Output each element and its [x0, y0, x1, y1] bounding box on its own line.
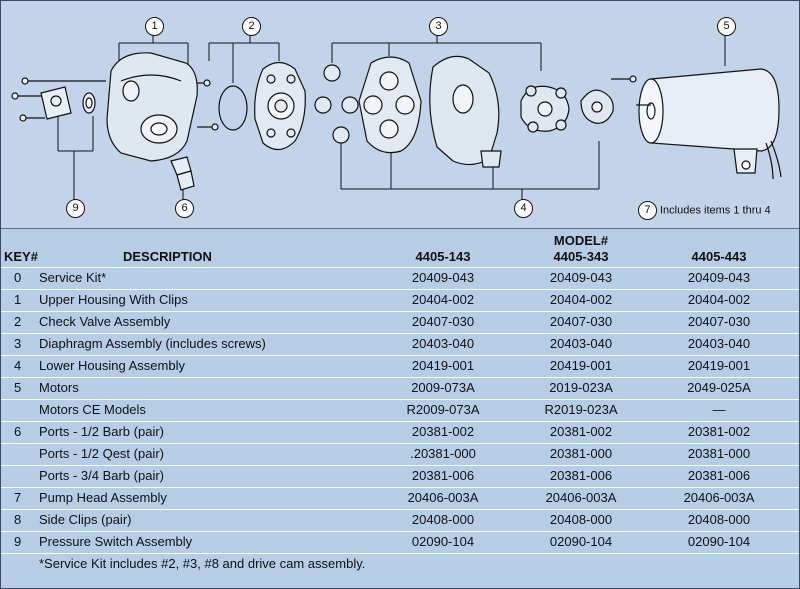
row-divider — [1, 377, 799, 378]
row-divider — [1, 311, 799, 312]
row-description: Pressure Switch Assembly — [39, 534, 193, 549]
row-description: Ports - 1/2 Barb (pair) — [39, 424, 164, 439]
callout-1: 1 — [145, 17, 164, 36]
row-part-model-1: 20381-002 — [411, 424, 475, 439]
row-part-model-2: R2019-023A — [544, 402, 618, 417]
row-part-model-1: 20406-003A — [407, 490, 479, 505]
table-row — [1, 358, 799, 376]
row-part-model-1: 20403-040 — [411, 336, 475, 351]
row-part-model-2: 20381-000 — [549, 446, 613, 461]
table-row — [1, 468, 799, 486]
row-part-model-1: 20419-001 — [411, 358, 475, 373]
footnote-row — [1, 556, 799, 574]
row-divider — [1, 553, 799, 554]
row-part-model-3: 20407-030 — [687, 314, 751, 329]
table-row — [1, 314, 799, 332]
row-key: 3 — [14, 336, 22, 351]
model-header-row — [1, 233, 799, 249]
row-key: 9 — [14, 534, 22, 549]
exploded-view-drawing — [1, 1, 799, 228]
column-header-row — [1, 249, 799, 267]
row-part-model-2: 20408-000 — [549, 512, 613, 527]
row-key: 7 — [14, 490, 22, 505]
row-key: 6 — [14, 424, 22, 439]
row-part-model-2: 20419-001 — [549, 358, 613, 373]
row-divider — [1, 289, 799, 290]
row-divider — [1, 399, 799, 400]
row-key: 4 — [14, 358, 22, 373]
row-divider — [1, 531, 799, 532]
row-description: Motors CE Models — [39, 402, 146, 417]
callout-4: 4 — [514, 199, 533, 218]
callout-5: 5 — [717, 17, 736, 36]
row-part-model-2: 20403-040 — [549, 336, 613, 351]
row-divider — [1, 509, 799, 510]
row-description: Ports - 3/4 Barb (pair) — [39, 468, 164, 483]
table-row — [1, 446, 799, 464]
table-row — [1, 380, 799, 398]
row-part-model-2: 20407-030 — [549, 314, 613, 329]
row-part-model-3: 2049-025A — [687, 380, 751, 395]
model-label: MODEL# — [553, 233, 609, 248]
row-key: 2 — [14, 314, 22, 329]
row-part-model-3: 20381-002 — [687, 424, 751, 439]
callout-6: 6 — [175, 199, 194, 218]
row-divider — [1, 465, 799, 466]
row-part-model-2: 02090-104 — [549, 534, 613, 549]
table-row — [1, 534, 799, 552]
row-part-model-1: .20381-000 — [410, 446, 476, 461]
callout-2: 2 — [242, 17, 261, 36]
table-row — [1, 512, 799, 530]
row-key: 5 — [14, 380, 22, 395]
row-part-model-2: 20409-043 — [549, 270, 613, 285]
row-part-model-2: 20404-002 — [549, 292, 613, 307]
row-key: 1 — [14, 292, 22, 307]
row-part-model-3: 20403-040 — [687, 336, 751, 351]
row-part-model-2: 2019-023A — [549, 380, 613, 395]
table-row — [1, 402, 799, 420]
row-part-model-3: 20381-006 — [687, 468, 751, 483]
row-part-model-3: — — [712, 402, 726, 417]
row-description: Lower Housing Assembly — [39, 358, 185, 373]
table-row — [1, 292, 799, 310]
exploded-pump-diagram — [1, 1, 799, 229]
row-key: 8 — [14, 512, 22, 527]
row-description: Pump Head Assembly — [39, 490, 167, 505]
row-description: Ports - 1/2 Qest (pair) — [39, 446, 164, 461]
row-description: Diaphragm Assembly (includes screws) — [39, 336, 266, 351]
table-row — [1, 270, 799, 288]
row-part-model-1: 20381-006 — [411, 468, 475, 483]
key-header: KEY# — [4, 249, 38, 264]
row-part-model-1: 02090-104 — [411, 534, 475, 549]
row-description: Service Kit* — [39, 270, 107, 285]
model-header-2: 4405-343 — [553, 249, 609, 264]
row-description: Side Clips (pair) — [39, 512, 132, 527]
row-part-model-1: R2009-073A — [406, 402, 480, 417]
callout-9: 9 — [66, 199, 85, 218]
model-header-1: 4405-143 — [415, 249, 471, 264]
row-part-model-1: 20404-002 — [411, 292, 475, 307]
row-divider — [1, 421, 799, 422]
description-header: DESCRIPTION — [123, 249, 212, 264]
row-part-model-2: 20381-002 — [549, 424, 613, 439]
row-part-model-1: 2009-073A — [411, 380, 475, 395]
row-divider — [1, 333, 799, 334]
table-row — [1, 490, 799, 508]
includes-note — [638, 201, 771, 220]
row-part-model-3: 02090-104 — [687, 534, 751, 549]
row-part-model-3: 20409-043 — [687, 270, 751, 285]
row-part-model-3: 20404-002 — [687, 292, 751, 307]
row-part-model-3: 20381-000 — [687, 446, 751, 461]
model-header-3: 4405-443 — [691, 249, 747, 264]
row-description: Motors — [39, 380, 79, 395]
row-part-model-2: 20406-003A — [545, 490, 617, 505]
row-divider — [1, 267, 799, 268]
callout-7: 7 — [638, 201, 657, 220]
row-key: 0 — [14, 270, 22, 285]
table-row — [1, 336, 799, 354]
table-row — [1, 424, 799, 442]
row-description: Check Valve Assembly — [39, 314, 171, 329]
row-part-model-2: 20381-006 — [549, 468, 613, 483]
row-part-model-1: 20407-030 — [411, 314, 475, 329]
row-part-model-1: 20408-000 — [411, 512, 475, 527]
row-part-model-3: 20419-001 — [687, 358, 751, 373]
row-divider — [1, 487, 799, 488]
row-description: Upper Housing With Clips — [39, 292, 188, 307]
includes-note-text: Includes items 1 thru 4 — [660, 204, 771, 217]
row-part-model-3: 20408-000 — [687, 512, 751, 527]
footnote: *Service Kit includes #2, #3, #8 and drive cam assembly. — [39, 556, 366, 571]
row-part-model-1: 20409-043 — [411, 270, 475, 285]
callout-3: 3 — [429, 17, 448, 36]
row-part-model-3: 20406-003A — [683, 490, 755, 505]
row-divider — [1, 443, 799, 444]
row-divider — [1, 355, 799, 356]
